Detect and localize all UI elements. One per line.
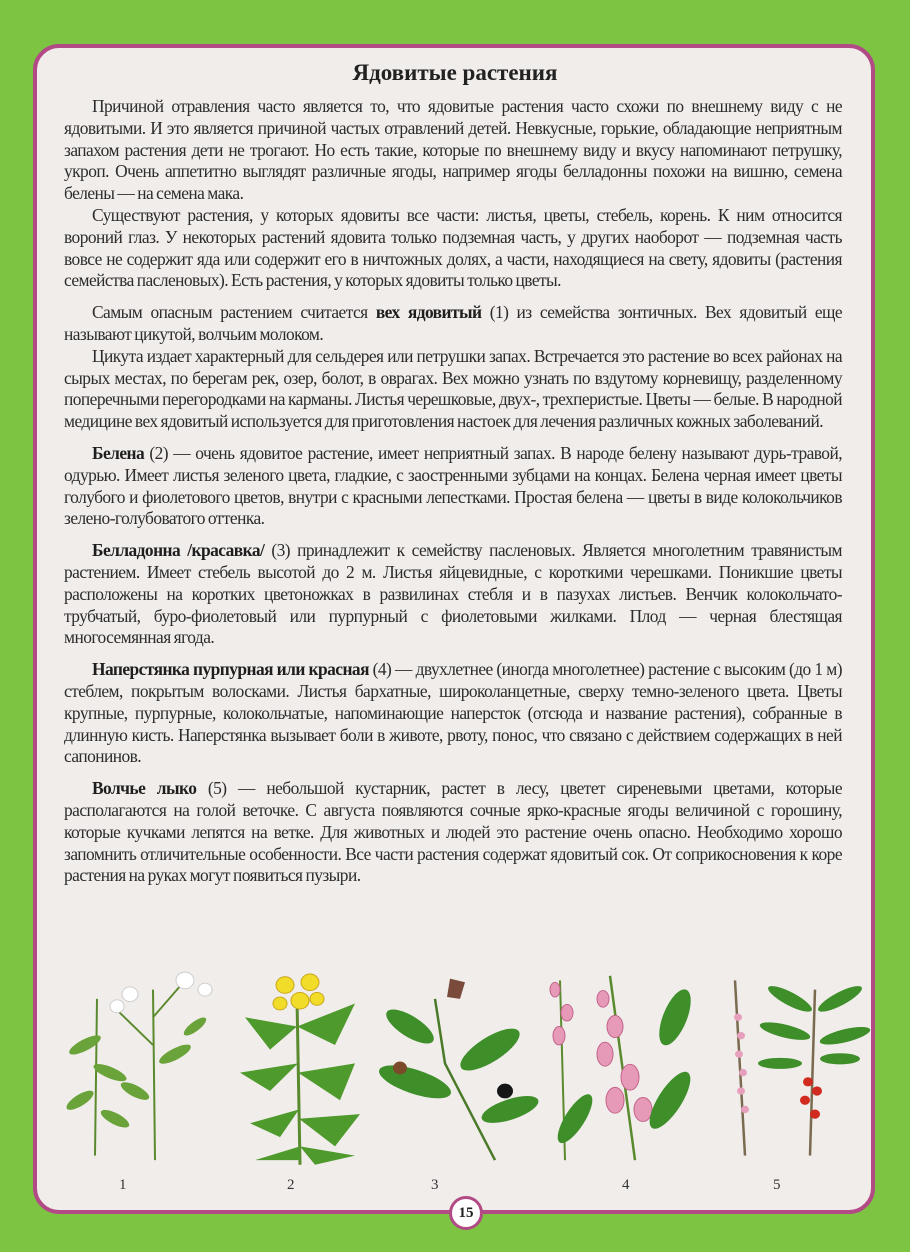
plant-label-3: 3 [431,1177,439,1193]
plant-label-1: 1 [119,1177,127,1193]
paragraph [64,205,842,292]
plant-label-2: 2 [287,1177,295,1193]
plant-label-5: 5 [773,1177,781,1193]
plant-label-4: 4 [622,1177,630,1193]
paragraph-text: (3) принадлежит к семейству пасленовых. Является многолетним травянистым растением. Имеет стебель высотой до 2 м. Листья яйцевидные, с короткими черешками. Поникшие цветы расположены на коротких цветоножках в развилинах стебля и в пазухах листьев. Венчик колокольчато-трубчатый, буро-фиолетовый или пурпурный с фиолетовыми жилками. Плод — черная блестящая многосемянная ягода. [64,540,842,648]
paragraph-text: Цикута издает характерный для сельдерея или петрушки запах. Встречается это растение во всех районах на сырых местах, по берегам рек, озер, болот, в оврагах. Вех можно узнать по вздутому корневищу, разделенному поперечными перегородками на карманы. Листья черешковые, двух-, трехперистые. Цветы — белые. В народной медицине вех ядовитый используется для приготовления настоек для лечения различных кожных заболеваний. [64,345,842,432]
plant-illustrations [55,962,875,1174]
bold-term: Белена [92,442,145,463]
hemlock-illustration [63,972,212,1160]
paragraph-text: (1) из семейства зонтичных. Вех ядовитый еще называют цикутой, волчьим молоком. [64,302,842,344]
bold-term: Наперстянка пурпурная или красная [92,659,369,680]
paragraph-text: Причиной отравления часто является то, что ядовитые растения часто схожи по внешнему виду с не ядовитыми. И это является причиной частых отравлений детей. Невкусные, горькие, обладающие неприятным запахом растения дети не трогают. Но есть такие, которые по внешнему виду и вкусу напоминают петрушку, укроп. Очень аппетитно выглядят различные ягоды, например ягоды белладонны похожи на вишню, семена белены — на семена мака. [64,96,842,204]
paragraph-text: (2) — очень ядовитое растение, имеет неприятный запах. В народе белену называют дурь-травой, одурью. Имеет листья зеленого цвета, гладкие, с заостренными зубцами на концах. Белена черная имеет цветы голубого и фиолетового цветов, внутри с красными лепестками. Простая белена — цветы в виде колокольчиков зелено-голубоватого оттенка. [64,442,842,529]
article-body [64,96,842,887]
paragraph [64,659,842,768]
foxglove-illustration [550,976,698,1160]
paragraph [64,346,842,433]
paragraph [64,540,842,649]
bold-term: вех ядовитый [375,302,482,323]
belladonna-illustration [375,979,542,1161]
paragraph [64,778,842,887]
henbane-illustration [240,974,360,1165]
paragraph-text: Существуют растения, у которых ядовиты все части: листья, цветы, стебель, корень. К ним относится вороний глаз. У некоторых растений ядовита только подземная часть, у других наоборот — подземная часть вовсе не содержит яда или содержит его в ничтожных долях, а части, находящиеся на свету, ядовиты (растения семейства пасленовых). Есть растения, у которых ядовиты только цветы. [64,204,842,291]
page-number: 15 [449,1196,483,1230]
page-title: Ядовитые растения [352,60,558,85]
bold-term: Белладонна /красавка/ [92,540,265,561]
paragraph [64,443,842,530]
paragraph-text: Самым опасным растением считается [92,302,376,323]
paragraph [64,96,842,205]
daphne-illustration [734,980,872,1155]
paragraph [64,302,842,346]
paragraph-text: (5) — небольшой кустарник, растет в лесу, цветет сиреневыми цветами, которые располагаются на голой веточке. С августа появляются сочные ярко-красные ягоды величиной с горошину, которые кучками лепятся на ветке. Для животных и людей это растение очень опасно. Необходимо хорошо запомнить отличительные особенности. Все части растения содержат ядовитый сок. От соприкосновения к коре растения на руках могут появиться пузыри. [64,778,842,886]
paragraph-text: (4) — двухлетнее (иногда многолетнее) растение с высоким (до 1 м) стеблем, покрытым волосками. Листья бархатные, широколанцетные, сверху темно-зеленого цвета. Цветы крупные, пурпурные, колокольчатые, напоминающие наперсток (отсюда и название растения), собранные в длинную кисть. Наперстянка вызывает боли в животе, рвоту, понос, что связано с действием содержащих в ней сапонинов. [64,659,843,767]
bold-term: Волчье лыко [92,778,197,799]
